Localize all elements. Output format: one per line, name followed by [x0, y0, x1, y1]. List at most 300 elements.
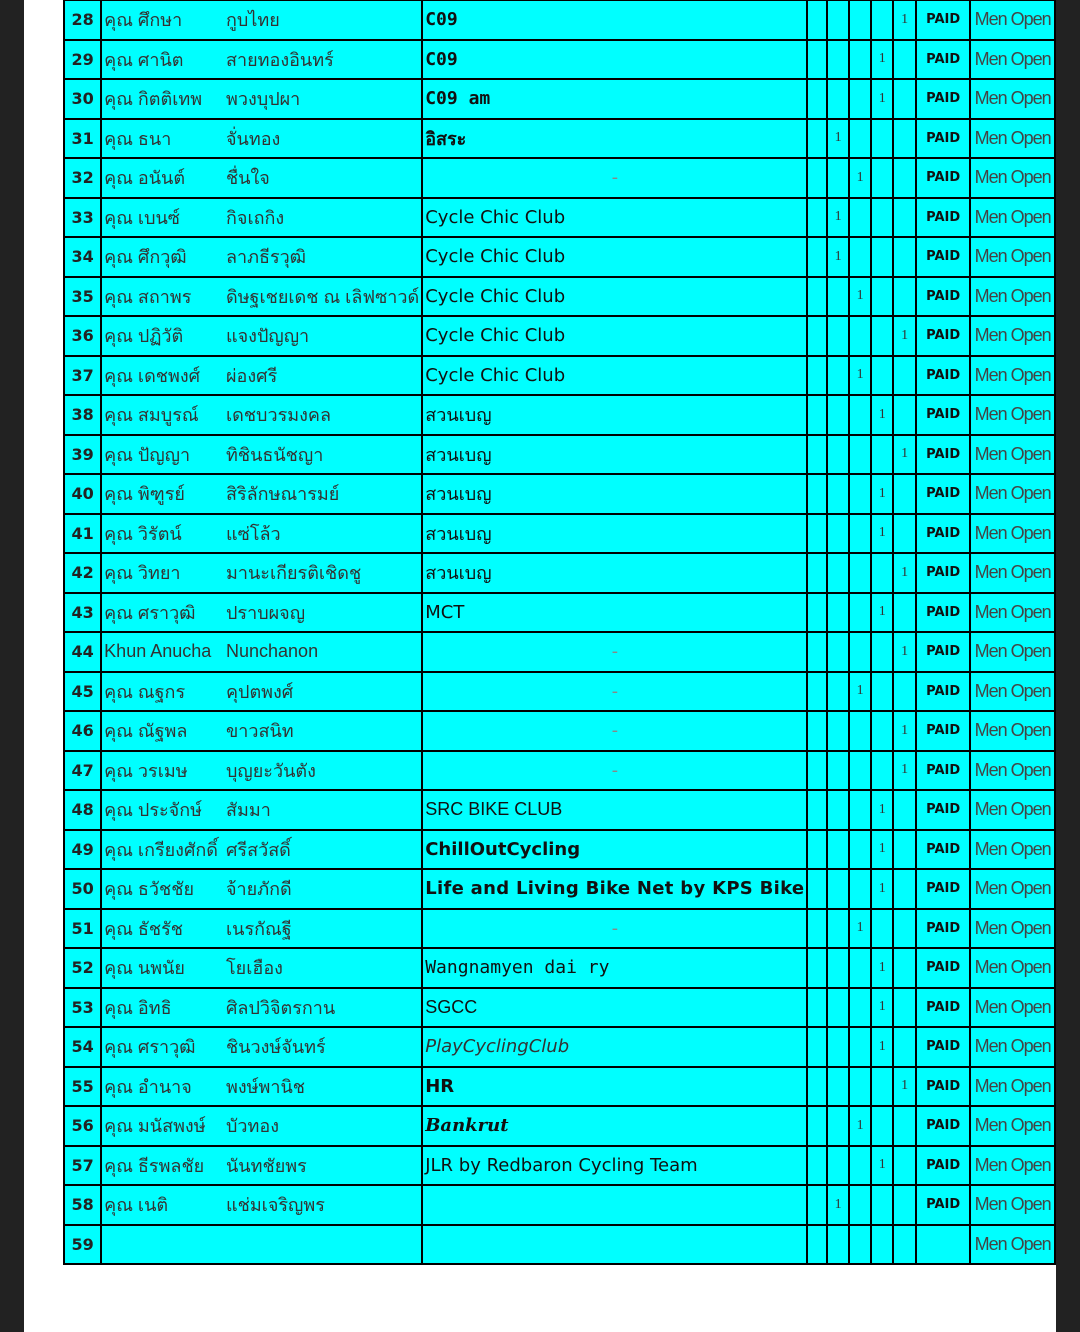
row-number-cell[interactable]: 33 [64, 198, 101, 238]
last-name-cell[interactable]: จ้ายภักดี [224, 869, 422, 909]
mark-cell-1[interactable] [807, 1106, 827, 1146]
mark-cell-4[interactable] [871, 1106, 893, 1146]
mark-cell-1[interactable] [807, 711, 827, 751]
row-number-cell[interactable]: 50 [64, 869, 101, 909]
row-number-cell[interactable]: 36 [64, 316, 101, 356]
first-name-cell[interactable]: คุณ นพนัย [101, 948, 224, 988]
last-name-cell[interactable]: บัวทอง [224, 1106, 422, 1146]
category-cell[interactable]: Men Open [970, 1146, 1055, 1186]
row-number-cell[interactable]: 58 [64, 1185, 101, 1225]
payment-status-cell[interactable]: PAID [916, 672, 970, 712]
mark-cell-3[interactable]: 1 [849, 672, 871, 712]
mark-cell-2[interactable] [827, 711, 849, 751]
club-cell[interactable]: Life and Living Bike Net by KPS Bike [422, 869, 807, 909]
mark-cell-5[interactable] [893, 356, 916, 396]
mark-cell-2[interactable] [827, 356, 849, 396]
club-cell[interactable]: - [422, 909, 807, 949]
category-cell[interactable]: Men Open [970, 158, 1055, 198]
mark-cell-3[interactable] [849, 593, 871, 633]
payment-status-cell[interactable]: PAID [916, 948, 970, 988]
payment-status-cell[interactable] [916, 1225, 970, 1265]
mark-cell-5[interactable] [893, 1146, 916, 1186]
first-name-cell[interactable]: คุณ ศึกษา [101, 0, 224, 40]
mark-cell-2[interactable] [827, 0, 849, 40]
category-cell[interactable]: Men Open [970, 40, 1055, 80]
last-name-cell[interactable]: นันทชัยพร [224, 1146, 422, 1186]
mark-cell-2[interactable] [827, 1067, 849, 1107]
mark-cell-4[interactable] [871, 277, 893, 317]
row-number-cell[interactable]: 38 [64, 395, 101, 435]
mark-cell-2[interactable] [827, 988, 849, 1028]
club-cell[interactable]: - [422, 711, 807, 751]
mark-cell-4[interactable]: 1 [871, 1027, 893, 1067]
payment-status-cell[interactable]: PAID [916, 1067, 970, 1107]
first-name-cell[interactable]: คุณ ณัฐพล [101, 711, 224, 751]
mark-cell-4[interactable]: 1 [871, 514, 893, 554]
category-cell[interactable]: Men Open [970, 1106, 1055, 1146]
payment-status-cell[interactable]: PAID [916, 474, 970, 514]
first-name-cell[interactable]: คุณ ศานิต [101, 40, 224, 80]
first-name-cell[interactable]: คุณ วรเมษ [101, 751, 224, 791]
row-number-cell[interactable]: 28 [64, 0, 101, 40]
first-name-cell[interactable]: คุณ ศึกวุฒิ [101, 237, 224, 277]
mark-cell-2[interactable] [827, 1146, 849, 1186]
club-cell[interactable]: C09 [422, 0, 807, 40]
payment-status-cell[interactable]: PAID [916, 0, 970, 40]
first-name-cell[interactable]: คุณ วิรัตน์ [101, 514, 224, 554]
mark-cell-4[interactable] [871, 0, 893, 40]
row-number-cell[interactable]: 52 [64, 948, 101, 988]
club-cell[interactable]: สวนเบญ [422, 514, 807, 554]
category-cell[interactable]: Men Open [970, 1225, 1055, 1265]
mark-cell-4[interactable] [871, 435, 893, 475]
mark-cell-2[interactable] [827, 751, 849, 791]
mark-cell-5[interactable] [893, 395, 916, 435]
club-cell[interactable]: - [422, 632, 807, 672]
mark-cell-1[interactable] [807, 40, 827, 80]
last-name-cell[interactable]: จั่นทอง [224, 119, 422, 159]
mark-cell-3[interactable] [849, 869, 871, 909]
mark-cell-3[interactable] [849, 514, 871, 554]
payment-status-cell[interactable]: PAID [916, 514, 970, 554]
mark-cell-3[interactable] [849, 40, 871, 80]
row-number-cell[interactable]: 47 [64, 751, 101, 791]
row-number-cell[interactable]: 55 [64, 1067, 101, 1107]
last-name-cell[interactable]: เดชบวรมงคล [224, 395, 422, 435]
last-name-cell[interactable]: กิจเถกิง [224, 198, 422, 238]
mark-cell-1[interactable] [807, 514, 827, 554]
last-name-cell[interactable]: ลาภธีรวุฒิ [224, 237, 422, 277]
mark-cell-5[interactable] [893, 514, 916, 554]
last-name-cell[interactable]: Nunchanon [224, 632, 422, 672]
category-cell[interactable]: Men Open [970, 672, 1055, 712]
club-cell[interactable]: สวนเบญ [422, 395, 807, 435]
last-name-cell[interactable]: ทิชินธนัชญา [224, 435, 422, 475]
mark-cell-4[interactable]: 1 [871, 988, 893, 1028]
mark-cell-2[interactable] [827, 948, 849, 988]
payment-status-cell[interactable]: PAID [916, 198, 970, 238]
mark-cell-2[interactable] [827, 435, 849, 475]
last-name-cell[interactable]: ศิลปวิจิตรกาน [224, 988, 422, 1028]
club-cell[interactable]: JLR by Redbaron Cycling Team [422, 1146, 807, 1186]
row-number-cell[interactable]: 37 [64, 356, 101, 396]
mark-cell-1[interactable] [807, 1225, 827, 1265]
last-name-cell[interactable]: สิริลักษณารมย์ [224, 474, 422, 514]
category-cell[interactable]: Men Open [970, 632, 1055, 672]
first-name-cell[interactable]: คุณ อิทธิ [101, 988, 224, 1028]
club-cell[interactable]: HR [422, 1067, 807, 1107]
mark-cell-2[interactable]: 1 [827, 119, 849, 159]
mark-cell-3[interactable] [849, 1225, 871, 1265]
last-name-cell[interactable] [224, 1225, 422, 1265]
mark-cell-4[interactable]: 1 [871, 790, 893, 830]
mark-cell-4[interactable]: 1 [871, 830, 893, 870]
mark-cell-4[interactable] [871, 356, 893, 396]
mark-cell-5[interactable] [893, 790, 916, 830]
mark-cell-2[interactable] [827, 40, 849, 80]
payment-status-cell[interactable]: PAID [916, 316, 970, 356]
mark-cell-4[interactable]: 1 [871, 1146, 893, 1186]
category-cell[interactable]: Men Open [970, 988, 1055, 1028]
mark-cell-5[interactable] [893, 672, 916, 712]
last-name-cell[interactable]: บุญยะวันตัง [224, 751, 422, 791]
mark-cell-2[interactable] [827, 830, 849, 870]
mark-cell-5[interactable] [893, 593, 916, 633]
last-name-cell[interactable]: กูบไทย [224, 0, 422, 40]
category-cell[interactable]: Men Open [970, 909, 1055, 949]
mark-cell-1[interactable] [807, 198, 827, 238]
mark-cell-5[interactable] [893, 1185, 916, 1225]
mark-cell-1[interactable] [807, 593, 827, 633]
payment-status-cell[interactable]: PAID [916, 158, 970, 198]
mark-cell-4[interactable] [871, 1185, 893, 1225]
mark-cell-3[interactable] [849, 1185, 871, 1225]
first-name-cell[interactable]: คุณ ศราวุฒิ [101, 593, 224, 633]
mark-cell-1[interactable] [807, 277, 827, 317]
mark-cell-3[interactable] [849, 1067, 871, 1107]
mark-cell-2[interactable] [827, 395, 849, 435]
category-cell[interactable]: Men Open [970, 830, 1055, 870]
last-name-cell[interactable]: แจงปัญญา [224, 316, 422, 356]
last-name-cell[interactable]: ดิษฐเชยเดช ณ เลิฟซาวด์ [224, 277, 422, 317]
mark-cell-1[interactable] [807, 119, 827, 159]
payment-status-cell[interactable]: PAID [916, 593, 970, 633]
last-name-cell[interactable]: แซ่โล้ว [224, 514, 422, 554]
mark-cell-5[interactable] [893, 948, 916, 988]
mark-cell-3[interactable] [849, 1027, 871, 1067]
mark-cell-5[interactable]: 1 [893, 0, 916, 40]
category-cell[interactable]: Men Open [970, 395, 1055, 435]
club-cell[interactable]: Wangnamyen dai ry [422, 948, 807, 988]
mark-cell-1[interactable] [807, 790, 827, 830]
mark-cell-5[interactable]: 1 [893, 1067, 916, 1107]
mark-cell-4[interactable]: 1 [871, 395, 893, 435]
payment-status-cell[interactable]: PAID [916, 751, 970, 791]
mark-cell-1[interactable] [807, 869, 827, 909]
mark-cell-5[interactable] [893, 237, 916, 277]
payment-status-cell[interactable]: PAID [916, 79, 970, 119]
last-name-cell[interactable]: ชื่นใจ [224, 158, 422, 198]
club-cell[interactable]: SGCC [422, 988, 807, 1028]
first-name-cell[interactable]: คุณ มนัสพงษ์ [101, 1106, 224, 1146]
mark-cell-2[interactable] [827, 514, 849, 554]
mark-cell-5[interactable]: 1 [893, 316, 916, 356]
first-name-cell[interactable]: คุณ ปัญญา [101, 435, 224, 475]
mark-cell-3[interactable] [849, 119, 871, 159]
mark-cell-4[interactable] [871, 553, 893, 593]
mark-cell-1[interactable] [807, 79, 827, 119]
mark-cell-1[interactable] [807, 0, 827, 40]
mark-cell-2[interactable] [827, 474, 849, 514]
mark-cell-4[interactable] [871, 119, 893, 159]
mark-cell-3[interactable]: 1 [849, 356, 871, 396]
payment-status-cell[interactable]: PAID [916, 277, 970, 317]
first-name-cell[interactable]: คุณ ศราวุฒิ [101, 1027, 224, 1067]
category-cell[interactable]: Men Open [970, 948, 1055, 988]
row-number-cell[interactable]: 54 [64, 1027, 101, 1067]
category-cell[interactable]: Men Open [970, 790, 1055, 830]
mark-cell-5[interactable] [893, 830, 916, 870]
last-name-cell[interactable]: สัมมา [224, 790, 422, 830]
mark-cell-4[interactable] [871, 1067, 893, 1107]
payment-status-cell[interactable]: PAID [916, 119, 970, 159]
category-cell[interactable]: Men Open [970, 356, 1055, 396]
mark-cell-3[interactable] [849, 474, 871, 514]
club-cell[interactable]: - [422, 751, 807, 791]
mark-cell-2[interactable]: 1 [827, 198, 849, 238]
mark-cell-1[interactable] [807, 395, 827, 435]
row-number-cell[interactable]: 48 [64, 790, 101, 830]
mark-cell-5[interactable] [893, 1225, 916, 1265]
payment-status-cell[interactable]: PAID [916, 632, 970, 672]
payment-status-cell[interactable]: PAID [916, 1027, 970, 1067]
mark-cell-4[interactable] [871, 672, 893, 712]
club-cell[interactable]: C09 am [422, 79, 807, 119]
club-cell[interactable]: Cycle Chic Club [422, 356, 807, 396]
last-name-cell[interactable]: ศรีสวัสดิ์ [224, 830, 422, 870]
mark-cell-4[interactable]: 1 [871, 593, 893, 633]
mark-cell-5[interactable]: 1 [893, 435, 916, 475]
mark-cell-4[interactable] [871, 316, 893, 356]
payment-status-cell[interactable]: PAID [916, 553, 970, 593]
club-cell[interactable]: MCT [422, 593, 807, 633]
payment-status-cell[interactable]: PAID [916, 395, 970, 435]
category-cell[interactable]: Men Open [970, 0, 1055, 40]
mark-cell-2[interactable] [827, 79, 849, 119]
row-number-cell[interactable]: 40 [64, 474, 101, 514]
club-cell[interactable]: - [422, 158, 807, 198]
payment-status-cell[interactable]: PAID [916, 1185, 970, 1225]
mark-cell-5[interactable] [893, 1027, 916, 1067]
club-cell[interactable]: อิสระ [422, 119, 807, 159]
mark-cell-3[interactable]: 1 [849, 277, 871, 317]
row-number-cell[interactable]: 34 [64, 237, 101, 277]
last-name-cell[interactable]: ขาวสนิท [224, 711, 422, 751]
mark-cell-2[interactable]: 1 [827, 237, 849, 277]
club-cell[interactable] [422, 1185, 807, 1225]
mark-cell-5[interactable] [893, 158, 916, 198]
last-name-cell[interactable]: สายทองอินทร์ [224, 40, 422, 80]
mark-cell-5[interactable]: 1 [893, 553, 916, 593]
category-cell[interactable]: Men Open [970, 869, 1055, 909]
mark-cell-3[interactable] [849, 948, 871, 988]
mark-cell-2[interactable] [827, 277, 849, 317]
mark-cell-4[interactable] [871, 158, 893, 198]
category-cell[interactable]: Men Open [970, 711, 1055, 751]
category-cell[interactable]: Men Open [970, 1027, 1055, 1067]
mark-cell-4[interactable] [871, 237, 893, 277]
payment-status-cell[interactable]: PAID [916, 356, 970, 396]
mark-cell-5[interactable] [893, 474, 916, 514]
mark-cell-5[interactable] [893, 869, 916, 909]
first-name-cell[interactable]: คุณ เกรียงศักดิ์ [101, 830, 224, 870]
mark-cell-1[interactable] [807, 1185, 827, 1225]
row-number-cell[interactable]: 56 [64, 1106, 101, 1146]
category-cell[interactable]: Men Open [970, 79, 1055, 119]
club-cell[interactable]: PlayCyclingClub [422, 1027, 807, 1067]
row-number-cell[interactable]: 31 [64, 119, 101, 159]
row-number-cell[interactable]: 57 [64, 1146, 101, 1186]
first-name-cell[interactable]: คุณ ธนา [101, 119, 224, 159]
row-number-cell[interactable]: 44 [64, 632, 101, 672]
category-cell[interactable]: Men Open [970, 1067, 1055, 1107]
club-cell[interactable]: Cycle Chic Club [422, 198, 807, 238]
row-number-cell[interactable]: 42 [64, 553, 101, 593]
category-cell[interactable]: Men Open [970, 435, 1055, 475]
mark-cell-1[interactable] [807, 1067, 827, 1107]
first-name-cell[interactable]: คุณ เดชพงศ์ [101, 356, 224, 396]
mark-cell-4[interactable]: 1 [871, 79, 893, 119]
mark-cell-1[interactable] [807, 988, 827, 1028]
mark-cell-2[interactable] [827, 869, 849, 909]
club-cell[interactable]: ChillOutCycling [422, 830, 807, 870]
mark-cell-4[interactable] [871, 198, 893, 238]
mark-cell-2[interactable] [827, 632, 849, 672]
mark-cell-3[interactable] [849, 79, 871, 119]
mark-cell-2[interactable] [827, 1027, 849, 1067]
payment-status-cell[interactable]: PAID [916, 869, 970, 909]
mark-cell-5[interactable] [893, 40, 916, 80]
row-number-cell[interactable]: 59 [64, 1225, 101, 1265]
category-cell[interactable]: Men Open [970, 316, 1055, 356]
first-name-cell[interactable]: คุณ อำนาจ [101, 1067, 224, 1107]
last-name-cell[interactable]: คุปตพงศ์ [224, 672, 422, 712]
last-name-cell[interactable]: ปราบผจญ [224, 593, 422, 633]
first-name-cell[interactable]: คุณ อนันต์ [101, 158, 224, 198]
first-name-cell[interactable]: Khun Anucha [101, 632, 224, 672]
row-number-cell[interactable]: 29 [64, 40, 101, 80]
payment-status-cell[interactable]: PAID [916, 830, 970, 870]
payment-status-cell[interactable]: PAID [916, 40, 970, 80]
mark-cell-3[interactable] [849, 790, 871, 830]
row-number-cell[interactable]: 35 [64, 277, 101, 317]
row-number-cell[interactable]: 53 [64, 988, 101, 1028]
category-cell[interactable]: Men Open [970, 514, 1055, 554]
club-cell[interactable]: Bankrut [422, 1106, 807, 1146]
mark-cell-2[interactable] [827, 909, 849, 949]
mark-cell-3[interactable]: 1 [849, 158, 871, 198]
payment-status-cell[interactable]: PAID [916, 711, 970, 751]
mark-cell-5[interactable]: 1 [893, 711, 916, 751]
mark-cell-4[interactable] [871, 632, 893, 672]
club-cell[interactable]: SRC BIKE CLUB [422, 790, 807, 830]
first-name-cell[interactable]: คุณ ธีรพลชัย [101, 1146, 224, 1186]
mark-cell-3[interactable] [849, 830, 871, 870]
category-cell[interactable]: Men Open [970, 119, 1055, 159]
mark-cell-5[interactable] [893, 277, 916, 317]
mark-cell-2[interactable] [827, 553, 849, 593]
row-number-cell[interactable]: 51 [64, 909, 101, 949]
mark-cell-3[interactable] [849, 751, 871, 791]
mark-cell-1[interactable] [807, 909, 827, 949]
first-name-cell[interactable] [101, 1225, 224, 1265]
payment-status-cell[interactable]: PAID [916, 237, 970, 277]
first-name-cell[interactable]: คุณ ประจักษ์ [101, 790, 224, 830]
mark-cell-3[interactable] [849, 988, 871, 1028]
mark-cell-2[interactable] [827, 672, 849, 712]
category-cell[interactable]: Men Open [970, 198, 1055, 238]
mark-cell-1[interactable] [807, 356, 827, 396]
first-name-cell[interactable]: คุณ ธวัชชัย [101, 869, 224, 909]
last-name-cell[interactable]: ผ่องศรี [224, 356, 422, 396]
mark-cell-3[interactable] [849, 395, 871, 435]
payment-status-cell[interactable]: PAID [916, 1146, 970, 1186]
club-cell[interactable]: Cycle Chic Club [422, 237, 807, 277]
club-cell[interactable]: C09 [422, 40, 807, 80]
row-number-cell[interactable]: 45 [64, 672, 101, 712]
row-number-cell[interactable]: 30 [64, 79, 101, 119]
mark-cell-4[interactable] [871, 711, 893, 751]
mark-cell-1[interactable] [807, 751, 827, 791]
mark-cell-4[interactable]: 1 [871, 474, 893, 514]
mark-cell-3[interactable] [849, 1146, 871, 1186]
mark-cell-1[interactable] [807, 553, 827, 593]
first-name-cell[interactable]: คุณ ธัชรัช [101, 909, 224, 949]
first-name-cell[interactable]: คุณ สมบูรณ์ [101, 395, 224, 435]
last-name-cell[interactable]: โยเฮือง [224, 948, 422, 988]
last-name-cell[interactable]: เนรกัณฐี [224, 909, 422, 949]
category-cell[interactable]: Men Open [970, 593, 1055, 633]
payment-status-cell[interactable]: PAID [916, 435, 970, 475]
first-name-cell[interactable]: คุณ สถาพร [101, 277, 224, 317]
payment-status-cell[interactable]: PAID [916, 988, 970, 1028]
mark-cell-3[interactable] [849, 316, 871, 356]
club-cell[interactable]: สวนเบญ [422, 474, 807, 514]
mark-cell-1[interactable] [807, 158, 827, 198]
club-cell[interactable]: Cycle Chic Club [422, 277, 807, 317]
mark-cell-3[interactable] [849, 632, 871, 672]
club-cell[interactable] [422, 1225, 807, 1265]
first-name-cell[interactable]: คุณ กิตติเทพ [101, 79, 224, 119]
mark-cell-3[interactable] [849, 0, 871, 40]
first-name-cell[interactable]: คุณ เบนซ์ [101, 198, 224, 238]
mark-cell-3[interactable]: 1 [849, 909, 871, 949]
mark-cell-2[interactable] [827, 593, 849, 633]
mark-cell-1[interactable] [807, 632, 827, 672]
category-cell[interactable]: Men Open [970, 277, 1055, 317]
mark-cell-4[interactable]: 1 [871, 40, 893, 80]
mark-cell-5[interactable] [893, 988, 916, 1028]
mark-cell-5[interactable] [893, 79, 916, 119]
club-cell[interactable]: - [422, 672, 807, 712]
mark-cell-4[interactable]: 1 [871, 948, 893, 988]
mark-cell-4[interactable] [871, 1225, 893, 1265]
first-name-cell[interactable]: คุณ พิฑูรย์ [101, 474, 224, 514]
payment-status-cell[interactable]: PAID [916, 790, 970, 830]
row-number-cell[interactable]: 49 [64, 830, 101, 870]
mark-cell-2[interactable] [827, 1225, 849, 1265]
first-name-cell[interactable]: คุณ ปฏิวัติ [101, 316, 224, 356]
